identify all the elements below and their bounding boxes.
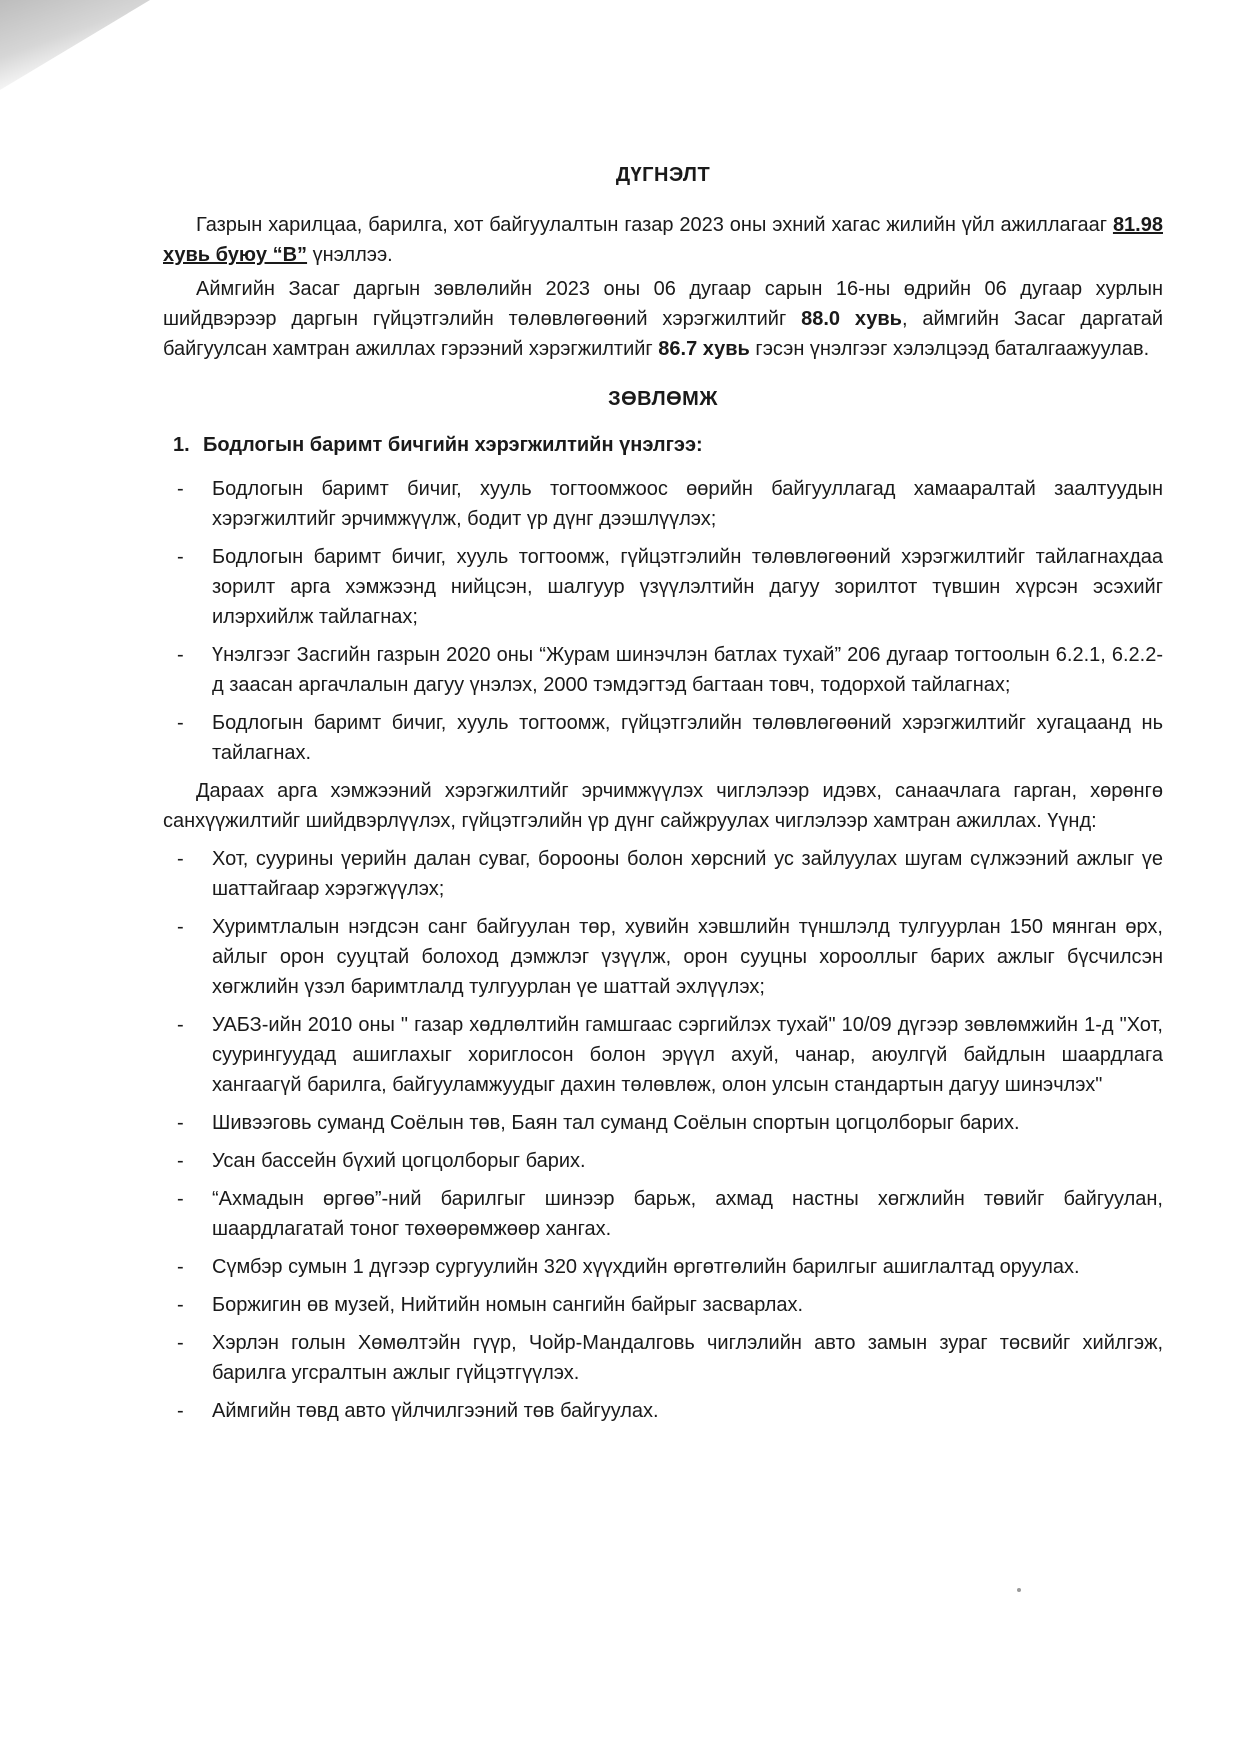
dash-marker: -: [177, 1400, 184, 1422]
conclusion-score-contract: 86.7 хувь: [658, 338, 750, 360]
list-item: [163, 1108, 1163, 1138]
list-item-text: Хот, суурины үерийн далан суваг, борооны болон хөрсний ус зайлуулах шугам сүлжээний ажлыг үе шаттайгаар хэрэгжүүлэх;: [212, 848, 1163, 900]
list-item: [163, 542, 1163, 632]
conclusion-paragraph-1: [163, 210, 1163, 270]
list-item: [163, 1396, 1163, 1426]
list-item-text: Аймгийн төвд авто үйлчилгээний төв байгуулах.: [212, 1400, 659, 1422]
dash-marker: -: [177, 1014, 184, 1036]
conclusion-p2-mid: , аймгийн Засаг даргатай байгуулсан хамтран ажиллах гэрээний хэрэгжилтийг: [163, 308, 1164, 360]
dash-marker: -: [177, 546, 184, 568]
conclusion-paragraph-2: [163, 274, 1163, 364]
dash-marker: -: [177, 1332, 184, 1354]
scan-corner-shadow: [0, 0, 150, 90]
conclusion-p1-end: үнэллээ.: [307, 244, 393, 266]
list-item: [163, 1146, 1163, 1176]
list-item-text: Бодлогын баримт бичиг, хууль тогтоомж, гүйцэтгэлийн төлөвлөгөөний хэрэгжилтийг тайлагнахдаа зорилт арга хэмжээнд нийцсэн, шалгуур үзүүлэлтийн дагуу зорилтот түвшин хүрсэн эсэхийг илэрхийлж тайлагнах;: [212, 546, 1163, 628]
list-item-text: “Ахмадын өргөө”-ний барилгыг шинээр барьж, ахмад настны хөгжлийн төвийг байгуулан, шаардлагатай тоног төхөөрөмжөөр хангах.: [212, 1188, 1163, 1240]
dash-marker: -: [177, 1150, 184, 1172]
section-1-title: Бодлогын баримт бичгийн хэрэгжилтийн үнэлгээ:: [203, 434, 703, 456]
list-item: [163, 474, 1163, 534]
dash-marker: -: [177, 1188, 184, 1210]
list-item: [163, 1184, 1163, 1244]
dash-marker: -: [177, 644, 184, 666]
dash-marker: -: [177, 1112, 184, 1134]
list-item-text: УАБЗ-ийн 2010 оны " газар хөдлөлтийн гамшгаас сэргийлэх тухай" 10/09 дүгээр зөвлөмжийн 1-д "Хот, суурингуудад ашиглахыг хориглосон болон эрүүл ахуй, чанар, аюулгүй байдлын шаардлага хангаагүй барилга, байгууламжуудыг дахин төлөвлөж, олон улсын стандартын дагуу шинэчлэх": [212, 1014, 1163, 1096]
dash-marker: -: [177, 1294, 184, 1316]
dash-marker: -: [177, 478, 184, 500]
list-item: [163, 1328, 1163, 1388]
list-item-text: Боржигин өв музей, Нийтийн номын сангийн байрыг засварлах.: [212, 1294, 804, 1316]
conclusion-p2-text: Аймгийн Засаг даргын зөвлөлийн 2023 оны 06 дугаар сарын 16-ны өдрийн 06 дугаар хурлын шийдвэрээр даргын гүйцэтгэлийн төлөвлөгөөний хэрэгжилтийг: [163, 278, 1163, 330]
list-item: [163, 640, 1163, 700]
dash-marker: -: [177, 848, 184, 870]
conclusion-score-grade: 81.98 хувь буюу “B”: [163, 214, 1163, 266]
dash-marker: -: [177, 1256, 184, 1278]
section-1-heading: [173, 430, 1163, 460]
conclusion-p1-text: Газрын харилцаа, барилга, хот байгуулалтын газар 2023 оны эхний хагас жилийн үйл ажиллагааг: [196, 214, 1113, 236]
list-item-text: Бодлогын баримт бичиг, хууль тогтоомжоос өөрийн байгууллагад хамааралтай заалтуудын хэрэгжилтийг эрчимжүүлж, бодит үр дүнг дээшлүүлэх;: [212, 478, 1163, 530]
dash-marker: -: [177, 712, 184, 734]
conclusion-p2-end: гэсэн үнэлгээг хэлэлцээд баталгаажуулав.: [749, 338, 1150, 360]
list-item: [163, 1252, 1163, 1282]
actions-intro-paragraph: Дараах арга хэмжээний хэрэгжилтийг эрчимжүүлэх чиглэлээр идэвх, санаачлага гарган, хөрөнгө санхүүжилтийг шийдвэрлүүлэх, гүйцэтгэлийн үр дүнг сайжруулах чиглэлээр хамтран ажиллах. Үүнд:: [163, 780, 1163, 832]
scan-speck: [1017, 1588, 1021, 1592]
list-item-text: Хэрлэн голын Хөмөлтэйн гүүр, Чойр-Мандалговь чиглэлийн авто замын зураг төсвийг хийлгэж, барилга угсралтын ажлыг гүйцэтгүүлэх.: [212, 1332, 1163, 1384]
list-item: [163, 708, 1163, 768]
document-page: [163, 160, 1163, 1434]
list-item-text: Усан бассейн бүхий цогцолборыг барих.: [212, 1150, 586, 1172]
section-1-number: 1.: [173, 434, 190, 456]
list-item-text: Сүмбэр сумын 1 дүгээр сургуулийн 320 хүүхдийн өргөтгөлийн барилгыг ашиглалтад оруулах.: [212, 1256, 1080, 1278]
recommendation-title: ЗӨВЛӨМЖ: [608, 388, 718, 410]
list-item-text: Шивээговь суманд Соёлын төв, Баян тал суманд Соёлын спортын цогцолборыг барих.: [212, 1112, 1020, 1134]
policy-recommendation-list: [163, 474, 1163, 768]
list-item-text: Үнэлгээг Засгийн газрын 2020 оны “Журам шинэчлэн батлах тухай” 206 дугаар тогтоолын 6.2.1, 6.2.2-д заасан аргачлалын дагуу үнэлэх, 2000 тэмдэгтэд багтаан товч, тодорхой тайлагнах;: [212, 644, 1163, 696]
list-item: [163, 912, 1163, 1002]
actions-list: [163, 844, 1163, 1426]
conclusion-score-plan: 88.0 хувь: [801, 308, 902, 330]
list-item-text: Бодлогын баримт бичиг, хууль тогтоомж, гүйцэтгэлийн төлөвлөгөөний хэрэгжилтийг хугацаанд нь тайлагнах.: [212, 712, 1163, 764]
list-item-text: Хуримтлалын нэгдсэн санг байгуулан төр, хувийн хэвшлийн түншлэлд тулгуурлан 150 мянган өрх, айлыг орон сууцтай болоход дэмжлэг үзүүлж, орон сууцны хорооллыг барих ажлыг бүсчилсэн хөгжлийн үзэл баримтлалд тулгуурлан үе шаттай эхлүүлэх;: [212, 916, 1163, 998]
conclusion-title: ДҮГНЭЛТ: [615, 164, 711, 186]
list-item: [163, 1290, 1163, 1320]
list-item: [163, 844, 1163, 904]
dash-marker: -: [177, 916, 184, 938]
list-item: [163, 1010, 1163, 1100]
